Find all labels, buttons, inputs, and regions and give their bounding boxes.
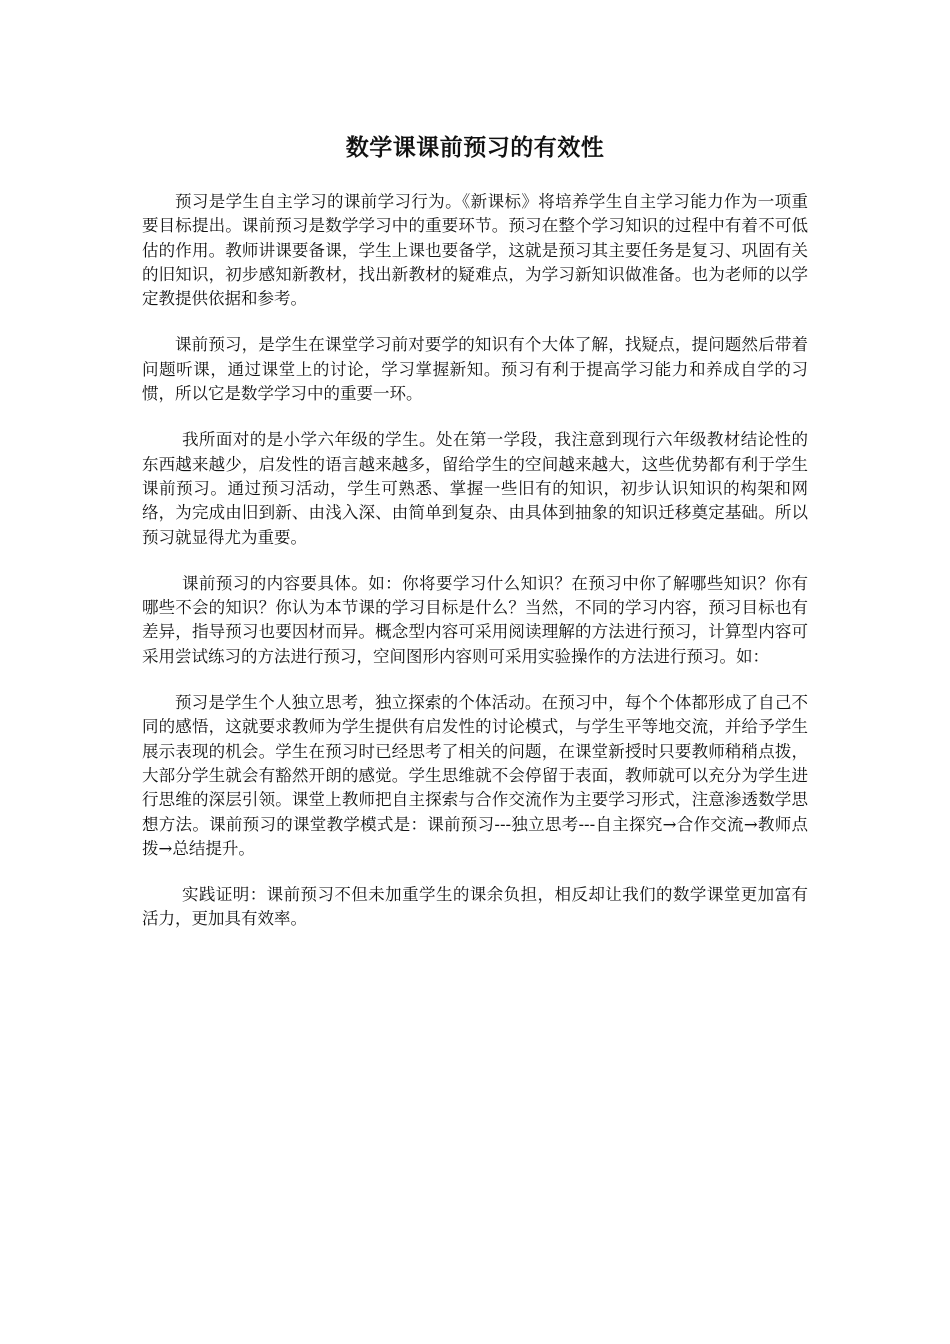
document-title: 数学课课前预习的有效性 [345,135,605,161]
paragraph-5: 预习是学生个人独立思考，独立探索的个体活动。在预习中，每个个体都形成了自己不同的感悟，这就要求教师为学生提供有启发性的讨论模式，与学生平等地交流，并给予学生展示表现的机会。学生在预习时已经思考了相关的问题，在课堂新授时只要教师稍稍点拨，大部分学生就会有豁然开朗的感觉。学生思维就不会停留于表面，教师就可以充分为学生进行思维的深层引领。课堂上教师把自主探索与合作交流作为主要学习形式，注意渗透数学思想方法。课前预习的课堂教学模式是：课前预习---独立思考---自主探究→合作交流→教师点拨→总结提升。 [142,693,808,858]
paragraph-1: 预习是学生自主学习的课前学习行为。《新课标》将培养学生自主学习能力作为一项重要目标提出。课前预习是数学学习中的重要环节。预习在整个学习知识的过程中有着不可低估的作用。教师讲课要备课，学生上课也要备学，这就是预习其主要任务是复习、巩固有关的旧知识，初步感知新教材，找出新教材的疑难点，为学习新知识做准备。也为老师的以学定教提供依据和参考。 [142,192,808,309]
paragraph-4: 课前预习的内容要具体。如：你将要学习什么知识？在预习中你了解哪些知识？你有哪些不会的知识？你认为本节课的学习目标是什么？当然，不同的学习内容，预习目标也有差异，指导预习也要因材而异。概念型内容可采用阅读理解的方法进行预习，计算型内容可采用尝试练习的方法进行预习，空间图形内容则可采用实验操作的方法进行预习。如： [142,573,808,666]
paragraph-3: 我所面对的是小学六年级的学生。处在第一学段，我注意到现行六年级教材结论性的东西越来越少，启发性的语言越来越多，留给学生的空间越来越大，这些优势都有利于学生课前预习。通过预习活动，学生可熟悉、掌握一些旧有的知识，初步认识知识的构架和网络，为完成由旧到新、由浅入深、由简单到复杂、由具体到抽象的知识迁移奠定基础。所以预习就显得尤为重要。 [142,430,808,547]
paragraph-2: 课前预习，是学生在课堂学习前对要学的知识有个大体了解，找疑点，提问题然后带着问题听课，通过课堂上的讨论，学习掌握新知。预习有利于提高学习能力和养成自学的习惯，所以它是数学学习中的重要一环。 [142,335,808,404]
paragraph-6: 实践证明：课前预习不但未加重学生的课余负担，相反却让我们的数学课堂更加富有活力，更加具有效率。 [142,885,808,929]
document-page [142,128,808,954]
